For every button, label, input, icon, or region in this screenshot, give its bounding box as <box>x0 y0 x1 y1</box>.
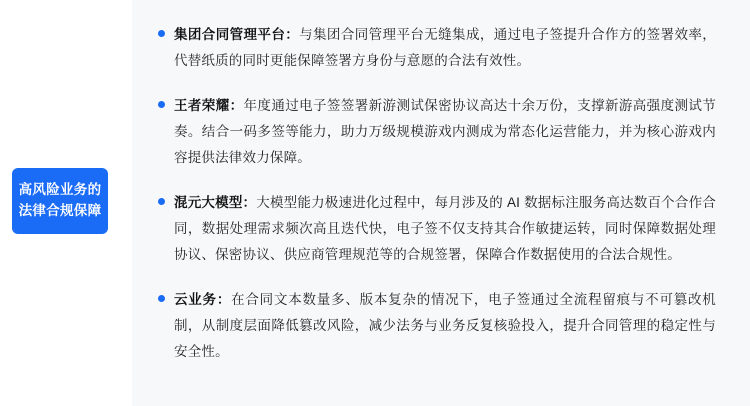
bullet-dot-icon <box>158 30 165 37</box>
bullet-dot-icon <box>158 295 165 302</box>
list-item <box>158 190 716 269</box>
content-card <box>132 0 750 406</box>
section-label-badge: 高风险业务的法律合规保障 <box>12 168 108 234</box>
list-item-term: 集团合同管理平台： <box>174 27 300 42</box>
list-item <box>158 22 716 75</box>
list-item-body: 年度通过电子签签署新游测试保密协议高达十余万份，支撑新游高强度测试节奏。结合一码多签等能力，助力万级规模游戏内测成为常态化运营能力，并为核心游戏内容提供法律效力保障。 <box>174 97 716 166</box>
list-item-body: 大模型能力极速进化过程中，每月涉及的 AI 数据标注服务高达数百个合作合同，数据处理需求频次高且迭代快，电子签不仅支持其合作敏捷运转，同时保障数据处理协议、保密协议、供应商管理规范等的合规签署，保障合作数据使用的合法合规性。 <box>174 194 716 263</box>
list-item-term: 王者荣耀： <box>174 97 244 113</box>
list-item <box>158 287 716 366</box>
list-item-text <box>174 22 716 75</box>
list-item-term: 云业务： <box>174 291 232 307</box>
list-item-text <box>174 93 716 172</box>
list-item-text <box>174 190 716 269</box>
list-item-term: 混元大模型： <box>174 194 257 210</box>
list-item-body: 在合同文本数量多、版本复杂的情况下，电子签通过全流程留痕与不可篡改机制，从制度层面降低篡改风险，减少法务与业务反复核验投入，提升合同管理的稳定性与安全性。 <box>174 291 716 360</box>
list-item <box>158 93 716 172</box>
bullet-dot-icon <box>158 101 165 108</box>
list-item-body: 与集团合同管理平台无缝集成，通过电子签提升合作方的签署效率，代替纸质的同时更能保障签署方身份与意愿的合法有效性。 <box>174 27 716 69</box>
list-item-text <box>174 287 716 366</box>
bullet-dot-icon <box>158 198 165 205</box>
